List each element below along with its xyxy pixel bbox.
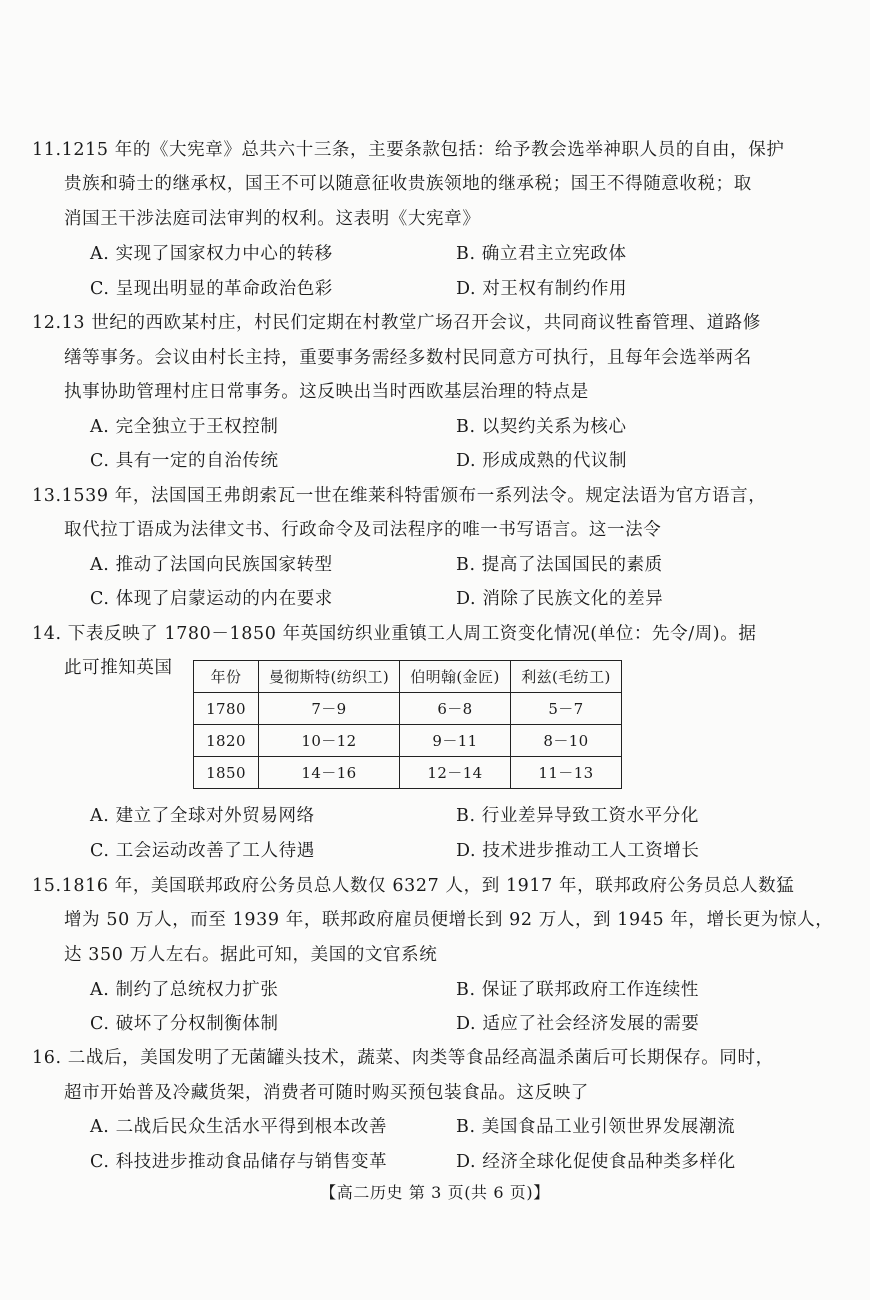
option-d[interactable]: D. 形成成熟的代议制	[456, 451, 628, 471]
table-cell: 10－12	[259, 725, 400, 757]
question-stem-line: 12.13 世纪的西欧某村庄，村民们定期在村教堂广场召开会议，共同商议牲畜管理、道路修	[32, 313, 761, 333]
option-c[interactable]: C. 呈现出明显的革命政治色彩	[90, 279, 333, 299]
option-b[interactable]: B. 行业差异导致工资水平分化	[456, 806, 699, 826]
option-a[interactable]: A. 制约了总统权力扩张	[90, 980, 279, 1000]
table-cell: 14－16	[259, 757, 400, 789]
table-row	[194, 725, 622, 757]
option-a[interactable]: A. 建立了全球对外贸易网络	[90, 806, 315, 826]
table-header-cell: 伯明翰(金匠)	[400, 661, 511, 693]
question-stem-line: 消国王干涉法庭司法审判的权利。这表明《大宪章》	[64, 209, 481, 229]
table-row	[194, 757, 622, 789]
table-cell: 7－9	[259, 693, 400, 725]
option-d[interactable]: D. 技术进步推动工人工资增长	[456, 841, 700, 861]
question-stem-line: 14. 下表反映了 1780－1850 年英国纺织业重镇工人周工资变化情况(单位：先令/周)。据	[32, 624, 757, 644]
table-header-cell: 年份	[194, 661, 259, 693]
option-a[interactable]: A. 实现了国家权力中心的转移	[90, 244, 333, 264]
option-d[interactable]: D. 消除了民族文化的差异	[456, 589, 664, 609]
table-header-row	[194, 661, 622, 693]
table-cell: 1820	[194, 725, 259, 757]
table-cell: 11－13	[511, 757, 622, 789]
table-header-cell: 曼彻斯特(纺织工)	[259, 661, 400, 693]
table-cell: 6－8	[400, 693, 511, 725]
question-stem-line: 取代拉丁语成为法律文书、行政命令及司法程序的唯一书写语言。这一法令	[64, 520, 662, 540]
option-c[interactable]: C. 具有一定的自治传统	[90, 451, 279, 471]
option-c[interactable]: C. 工会运动改善了工人待遇	[90, 841, 315, 861]
question-stem-line: 超市开始普及冷藏货架，消费者可随时购买预包装食品。这反映了	[64, 1083, 589, 1103]
question-stem-line: 15.1816 年，美国联邦政府公务员总人数仅 6327 人，到 1917 年，联邦政府公务员总人数猛	[32, 876, 795, 896]
table-cell: 5－7	[511, 693, 622, 725]
question-stem-line: 16. 二战后，美国发明了无菌罐头技术，蔬菜、肉类等食品经高温杀菌后可长期保存。同时，	[32, 1048, 774, 1068]
table-cell: 1780	[194, 693, 259, 725]
question-stem-line: 贵族和骑士的继承权，国王不可以随意征收贵族领地的继承税；国王不得随意收税；取	[64, 174, 752, 194]
table-cell: 1850	[194, 757, 259, 789]
option-a[interactable]: A. 二战后民众生活水平得到根本改善	[90, 1117, 388, 1137]
question-stem-line: 缮等事务。会议由村长主持，重要事务需经多数村民同意方可执行，且每年会选举两名	[64, 348, 752, 368]
option-a[interactable]: A. 完全独立于王权控制	[90, 417, 279, 437]
question-stem-line: 增为 50 万人，而至 1939 年，联邦政府雇员便增长到 92 万人，到 1945 年，增长更为惊人，	[64, 910, 834, 930]
question-stem-line: 执事协助管理村庄日常事务。这反映出当时西欧基层治理的特点是	[64, 382, 589, 402]
question-stem-line: 达 350 万人左右。据此可知，美国的文官系统	[64, 945, 438, 965]
option-d[interactable]: D. 适应了社会经济发展的需要	[456, 1014, 700, 1034]
table-cell: 9－11	[400, 725, 511, 757]
option-b[interactable]: B. 以契约关系为核心	[456, 417, 627, 437]
wage-table	[193, 660, 622, 789]
table-cell: 12－14	[400, 757, 511, 789]
question-stem-line: 13.1539 年，法国国王弗朗索瓦一世在维莱科特雷颁布一系列法令。规定法语为官方语言，	[32, 486, 767, 506]
page-footer: 【高二历史 第 3 页(共 6 页)】	[320, 1183, 550, 1202]
question-stem-line: 11.1215 年的《大宪章》总共六十三条，主要条款包括：给予教会选举神职人员的自由，保护	[32, 140, 785, 160]
option-c[interactable]: C. 破坏了分权制衡体制	[90, 1014, 279, 1034]
option-c[interactable]: C. 体现了启蒙运动的内在要求	[90, 589, 333, 609]
table-row	[194, 693, 622, 725]
option-c[interactable]: C. 科技进步推动食品储存与销售变革	[90, 1152, 388, 1172]
option-d[interactable]: D. 对王权有制约作用	[456, 279, 628, 299]
option-a[interactable]: A. 推动了法国向民族国家转型	[90, 555, 333, 575]
question-stem-line: 此可推知英国	[64, 658, 173, 678]
option-b[interactable]: B. 美国食品工业引领世界发展潮流	[456, 1117, 736, 1137]
table-header-cell: 利兹(毛纺工)	[511, 661, 622, 693]
option-d[interactable]: D. 经济全球化促使食品种类多样化	[456, 1152, 736, 1172]
option-b[interactable]: B. 保证了联邦政府工作连续性	[456, 980, 699, 1000]
table-cell: 8－10	[511, 725, 622, 757]
option-b[interactable]: B. 确立君主立宪政体	[456, 244, 627, 264]
option-b[interactable]: B. 提高了法国国民的素质	[456, 555, 663, 575]
